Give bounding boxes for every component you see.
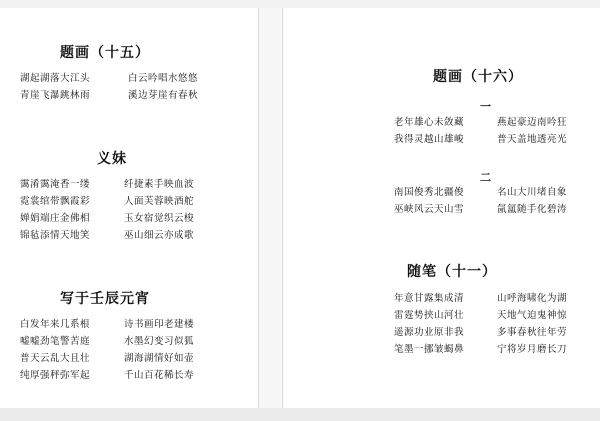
right-page [282,8,600,408]
poem-title-yimei: 义妹 [97,151,127,167]
verse-line: 巫峡风云天山雪 [394,204,465,215]
verse-line: 南国俊秀北疆俊 [394,187,465,198]
verse-line: 诗书画印老建楼 [124,319,195,330]
verse-line: 锦毡添情天地笑 [20,230,91,241]
verse-line: 水墨幻变习似狐 [124,336,195,347]
verse-line: 普天盖地透亮光 [497,134,568,145]
verse-line: 天地气迫鬼神惊 [497,310,568,321]
verse-line: 千山百花稀长寿 [124,370,195,381]
verse-line: 白发年来几系根 [20,319,91,330]
poem-suibi-right [497,290,567,358]
poem-p15-right [128,70,198,104]
verse-line: 白云吟唱水悠悠 [128,73,199,84]
poem-p15-left [20,70,90,104]
verse-line: 霓裳绾带飘霞彩 [20,196,91,207]
verse-line: 纯厚强秤弥军起 [20,370,91,381]
book-gutter [259,8,281,408]
verse-line: 燕起豪迈南吟狂 [497,117,568,128]
left-page [0,8,259,408]
poem-title-suibi: 随笔（十一） [407,264,497,280]
verse-line: 氤氲随手化碧涛 [497,204,568,215]
poem-p16-s2-left [394,184,464,218]
verse-line: 宁将岁月磨长刀 [497,344,568,355]
poem-p16-s1-left [394,114,464,148]
book-spread [0,8,600,408]
verse-line: 普天云乱大且壮 [20,353,91,364]
verse-line: 雷霆势挟山河壮 [394,310,465,321]
verse-line: 溪边芽崖有春秋 [128,90,199,101]
poem-p16-s1-right [497,114,567,148]
verse-line: 嘘嘘劲笔警苦庭 [20,336,91,347]
verse-line: 我得灵越山雄峻 [394,134,465,145]
verse-line: 名山大川堵自象 [497,187,568,198]
verse-line: 多事春秋往年劳 [497,327,568,338]
poem-p16-s2-right [497,184,567,218]
verse-line: 湖海湖情好如壶 [124,353,195,364]
verse-line: 玉女宿觉织云梭 [124,213,195,224]
verse-line: 巫山细云亦成歌 [124,230,195,241]
poem-suibi-left [394,290,464,358]
verse-line: 老年雄心未敛藏 [394,117,465,128]
verse-line: 婵娟端庄金佛相 [20,213,91,224]
verse-line: 纤捷素手映血波 [124,179,195,190]
section-marker: 一 [480,100,491,113]
verse-line: 湖起湖落大江头 [20,73,91,84]
poem-yimei-right [124,176,194,244]
verse-line: 人面芙蓉映酒舵 [124,196,195,207]
poem-title-renchen: 写于壬辰元宵 [60,291,150,307]
poem-renchen-left [20,316,90,384]
section-marker: 二 [480,171,491,184]
verse-line: 霭淆霭淹香一缕 [20,179,91,190]
poem-title-p16: 题画（十六） [433,69,523,85]
verse-line: 遥源功业原非我 [394,327,465,338]
poem-renchen-right [124,316,194,384]
verse-line: 笔墨一挪皱蝎鼻 [394,344,465,355]
poem-title-p15: 题画（十五） [60,45,150,61]
verse-line: 年意甘露集成清 [394,293,465,304]
verse-line: 山呼海啸化为湖 [497,293,568,304]
verse-line: 青崖飞瀑跳林雨 [20,90,91,101]
poem-yimei-left [20,176,90,244]
bottom-shadow [0,408,600,421]
